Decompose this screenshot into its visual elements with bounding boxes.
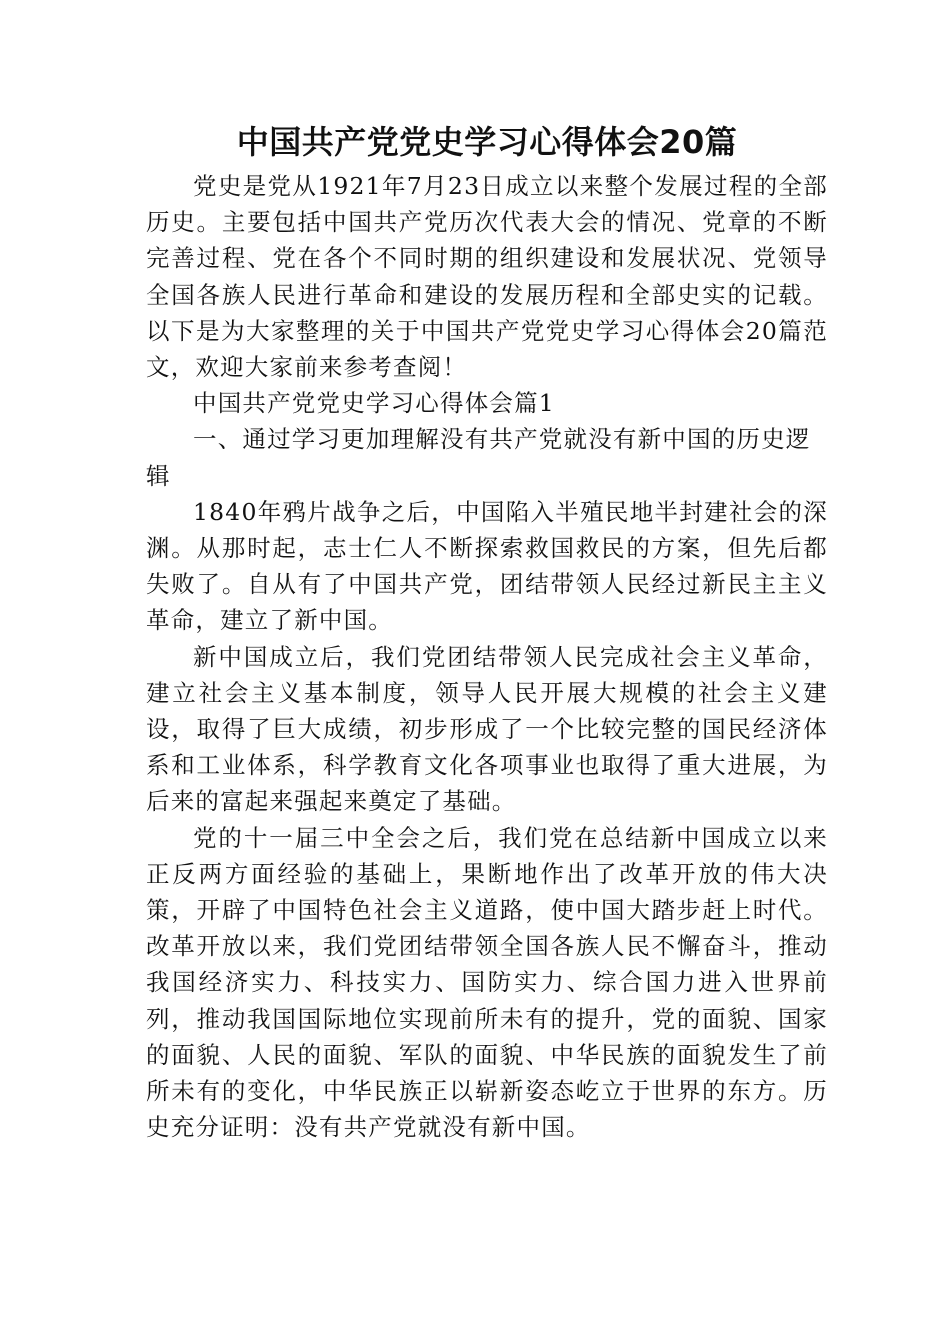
subsection-heading: 一、通过学习更加理解没有共产党就没有新中国的历史逻辑 [146, 425, 811, 490]
section-heading: 中国共产党党史学习心得体会篇1 [193, 389, 555, 418]
body-paragraph: 1840年鸦片战争之后，中国陷入半殖民地半封建社会的深渊。从那时起，志士仁人不断探索救国救民的方案，但先后都失败了。自从有了中国共产党，团结带领人民经过新民主主义革命，建立了新中国。 [146, 497, 828, 635]
body-paragraph: 新中国成立后，我们党团结带领人民完成社会主义革命，建立社会主义基本制度，领导人民开展大规模的社会主义建设，取得了巨大成绩，初步形成了一个比较完整的国民经济体系和工业体系，科学教育文化各项事业也取得了重大进展，为后来的富起来强起来奠定了基础。 [146, 642, 828, 816]
document-page [146, 116, 828, 1145]
body-paragraph: 党的十一届三中全会之后，我们党在总结新中国成立以来正反两方面经验的基础上，果断地作出了改革开放的伟大决策，开辟了中国特色社会主义道路，使中国大踏步赶上时代。改革开放以来，我们党团结带领全国各族人民不懈奋斗，推动我国经济实力、科技实力、国防实力、综合国力进入世界前列，推动我国国际地位实现前所未有的提升，党的面貌、国家的面貌、人民的面貌、军队的面貌、中华民族的面貌发生了前所未有的变化，中华民族正以崭新姿态屹立于世界的东方。历史充分证明：没有共产党就没有新中国。 [146, 823, 828, 1142]
document-title: 中国共产党党史学习心得体会20篇 [236, 123, 738, 161]
intro-paragraph: 党史是党从1921年7月23日成立以来整个发展过程的全部历史。主要包括中国共产党历次代表大会的情况、党章的不断完善过程、党在各个不同时期的组织建设和发展状况、党领导全国各族人民进行革命和建设的发展历程和全部史实的记载。以下是为大家整理的关于中国共产党党史学习心得体会20篇范文，欢迎大家前来参考查阅！ [146, 172, 828, 382]
